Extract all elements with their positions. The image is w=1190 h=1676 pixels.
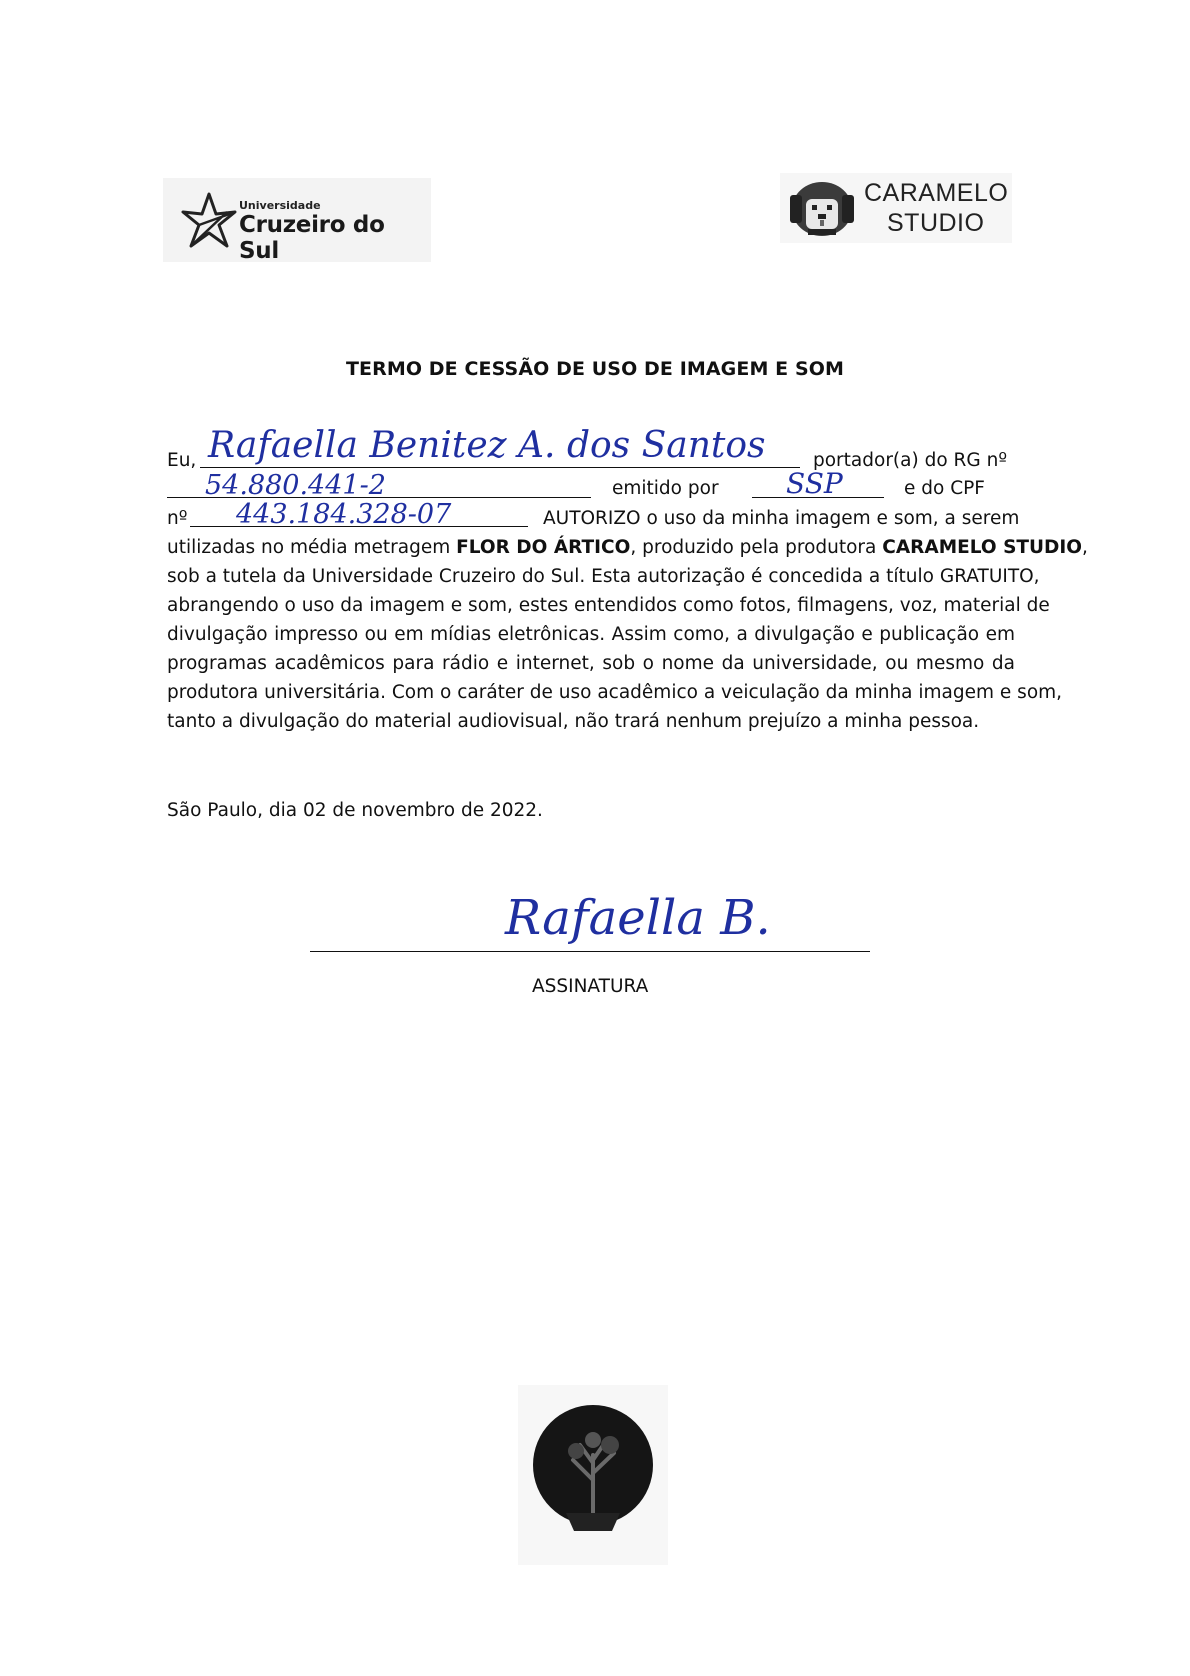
body-text: , produzido pela produtora [630, 537, 883, 558]
handwritten-signature: Rafaella B. [505, 890, 771, 946]
emitido-label: emitido por [612, 478, 719, 499]
body-line-7: divulgação impresso ou em mídias eletrônicas. Assim como, a divulgação e publicação em [167, 624, 1015, 645]
body-line-5: sob a tutela da Universidade Cruzeiro do Sul. Esta autorização é concedida a título GRATUITO, [167, 566, 1040, 587]
film-title: FLOR DO ÁRTICO [456, 537, 631, 558]
body-line-9: produtora universitária. Com o caráter de uso acadêmico a veiculação da minha imagem e som, [167, 682, 1063, 703]
body-line-8: programas acadêmicos para rádio e internet, sob o nome da universidade, ou mesmo da [167, 653, 1015, 674]
portador-label: portador(a) do RG nº [813, 450, 1008, 471]
dog-icon [786, 177, 858, 239]
name-field-line [200, 467, 800, 468]
cpf-value: 443.184.328-07 [236, 499, 452, 530]
body-line-10: tanto a divulgação do material audiovisual, não trará nenhum prejuízo a minha pessoa. [167, 711, 980, 732]
studio-name: CARAMELO STUDIO [882, 537, 1082, 558]
body-text: utilizadas no média metragem [167, 537, 457, 558]
star-icon [181, 190, 237, 250]
studio-name-line1: CARAMELO [864, 179, 1009, 207]
university-small-text: Universidade [239, 199, 321, 212]
autorizo-text: AUTORIZO o uso da minha imagem e som, a serem [543, 508, 1020, 529]
body-text: , [1082, 537, 1088, 558]
studio-logo [780, 173, 1012, 243]
emissor-value: SSP [786, 467, 843, 500]
studio-name-line2: STUDIO [887, 209, 985, 237]
tree-seal-icon [518, 1385, 668, 1565]
eu-label: Eu, [167, 450, 197, 471]
document-date: São Paulo, dia 02 de novembro de 2022. [167, 800, 543, 821]
rg-value: 54.880.441-2 [205, 470, 386, 501]
signature-label: ASSINATURA [532, 976, 649, 997]
university-logo [163, 178, 431, 262]
cpf-label: e do CPF [904, 478, 985, 499]
signature-line [310, 951, 870, 952]
no-label: nº [167, 508, 188, 529]
body-line-4 [167, 533, 1088, 562]
name-value: Rafaella Benitez A. dos Santos [208, 425, 766, 466]
body-line-6: abrangendo o uso da imagem e som, estes entendidos como fotos, filmagens, voz, material de [167, 595, 1050, 616]
university-name: Cruzeiro do Sul [239, 212, 385, 264]
document-title: TERMO DE CESSÃO DE USO DE IMAGEM E SOM [345, 358, 845, 380]
